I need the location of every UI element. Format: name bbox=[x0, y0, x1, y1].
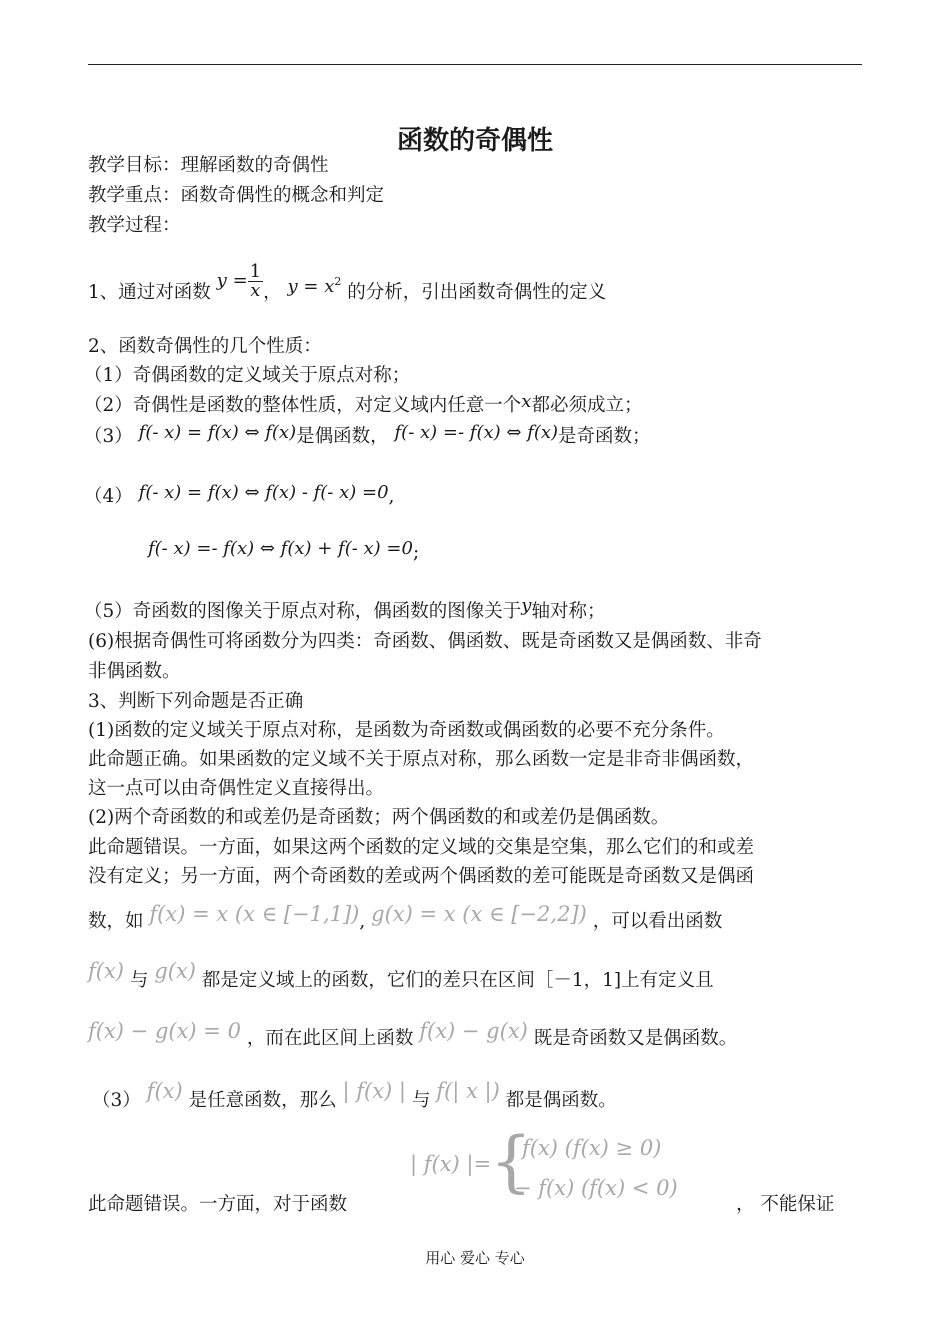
question-3: （3） f(x) 是任意函数，那么 | f(x) | 与 f(| x |) 都是偶函数。 bbox=[92, 1079, 617, 1111]
property-3: （3） f(- x) = f(x) ⇔ f(x)是偶函数， f(- x) =- f(x) ⇔ f(x)是奇函数； bbox=[84, 422, 651, 447]
page-title: 函数的奇偶性 bbox=[396, 126, 553, 156]
piecewise-formula: | f(x) |= { f(x) (f(x) ≥ 0) − f(x) (f(x) < 0) bbox=[410, 1123, 678, 1200]
answer-2-functions: f(x) 与 g(x) 都是定义域上的函数，它们的差只在区间［－1，1]上有定义且 bbox=[88, 959, 714, 991]
answer-1-cont: 这一点可以由奇偶性定义直接得出。 bbox=[88, 778, 385, 799]
property-6: (6)根据奇偶性可将函数分为四类：奇函数、偶函数、既是奇函数又是偶函数、非奇 bbox=[88, 631, 762, 652]
formula-f-abs-x: f(| x |) bbox=[436, 1079, 500, 1103]
formula-difference-zero: f(x) − g(x) = 0 bbox=[88, 1019, 241, 1043]
property-1: （1）奇偶函数的定义域关于原点对称； bbox=[84, 365, 411, 386]
formula-y-eq: y = bbox=[216, 270, 248, 291]
property-5: （5）奇函数的图像关于原点对称，偶函数的图像关于y轴对称； bbox=[84, 595, 606, 622]
section-3: 3、判断下列命题是否正确 bbox=[88, 691, 304, 712]
fraction-1-over-x: $\frac{1}{x}$ bbox=[249, 260, 262, 301]
formula-difference: f(x) − g(x) bbox=[419, 1019, 528, 1043]
formula-odd-definition: f(- x) =- f(x) ⇔ f(x) bbox=[394, 422, 559, 443]
formula-odd-sum: f(- x) =- f(x) ⇔ f(x) + f(- x) =0 bbox=[148, 538, 413, 559]
answer-2: 此命题错误。一方面，如果这两个函数的定义域的交集是空集，那么它们的和或差 bbox=[88, 837, 755, 858]
answer-1: 此命题正确。如果函数的定义域不关于原点对称，那么函数一定是非奇非偶函数， bbox=[88, 749, 755, 770]
formula-y-eq-x-squared: $y = x^2$ bbox=[287, 275, 342, 297]
section-2: 2、函数奇偶性的几个性质： bbox=[88, 336, 322, 357]
formula-g-of-x: g(x) bbox=[154, 959, 196, 983]
teaching-key-points: 教学重点：函数奇偶性的概念和判定 bbox=[88, 185, 385, 206]
footer-motto: 用心 爱心 专心 bbox=[425, 1249, 525, 1267]
answer-2-example: 数，如 f(x) = x (x ∈ [−1,1]), g(x) = x (x ∈ [−2,2]) ，可以看出函数 bbox=[88, 902, 723, 932]
formula-f-of-x: f(x) bbox=[88, 959, 125, 983]
answer-2-difference: f(x) − g(x) = 0 ，而在此区间上函数 f(x) − g(x) 既是奇函数又是偶函数。 bbox=[88, 1019, 738, 1049]
answer-3-pre: 此命题错误。一方面，对于函数 bbox=[88, 1194, 348, 1215]
property-4-odd: f(- x) =- f(x) ⇔ f(x) + f(- x) =0; bbox=[148, 538, 420, 563]
section-1: 1、通过对函数 y = $\frac{1}{x}$ ， $y = x^2$ 的分析，引出函数奇偶性的定义 bbox=[88, 260, 607, 303]
formula-even-definition: f(- x) = f(x) ⇔ f(x) bbox=[138, 422, 297, 443]
question-1: (1)函数的定义域关于原点对称，是函数为奇函数或偶函数的必要不充分条件。 bbox=[88, 720, 725, 741]
formula-abs-f: | f(x) | bbox=[342, 1079, 406, 1103]
answer-2-cont: 没有定义；另一方面，两个奇函数的差或两个偶函数的差可能既是奇函数又是偶函 bbox=[88, 866, 755, 887]
property-4: （4） f(- x) = f(x) ⇔ f(x) - f(- x) =0, bbox=[84, 482, 395, 507]
formula-f-of-x-q3: f(x) bbox=[146, 1079, 183, 1103]
answer-3-post: ， 不能保证 bbox=[736, 1194, 835, 1215]
header-rule bbox=[88, 64, 862, 65]
piecewise-brace: { bbox=[490, 1123, 532, 1200]
question-2: (2)两个奇函数的和或差仍是奇函数；两个偶函数的和或差仍是偶函数。 bbox=[88, 807, 670, 828]
teaching-goal: 教学目标：理解函数的奇偶性 bbox=[88, 155, 329, 176]
formula-even-difference: f(- x) = f(x) ⇔ f(x) - f(- x) =0 bbox=[138, 482, 389, 503]
property-2: （2）奇偶性是函数的整体性质，对定义域内任意一个x都必须成立； bbox=[84, 391, 643, 416]
teaching-process: 教学过程： bbox=[88, 215, 181, 236]
formula-example-g: g(x) = x (x ∈ [−2,2]) bbox=[371, 902, 587, 926]
property-6-cont: 非偶函数。 bbox=[88, 661, 181, 682]
formula-example-f: f(x) = x (x ∈ [−1,1]) bbox=[149, 902, 360, 926]
